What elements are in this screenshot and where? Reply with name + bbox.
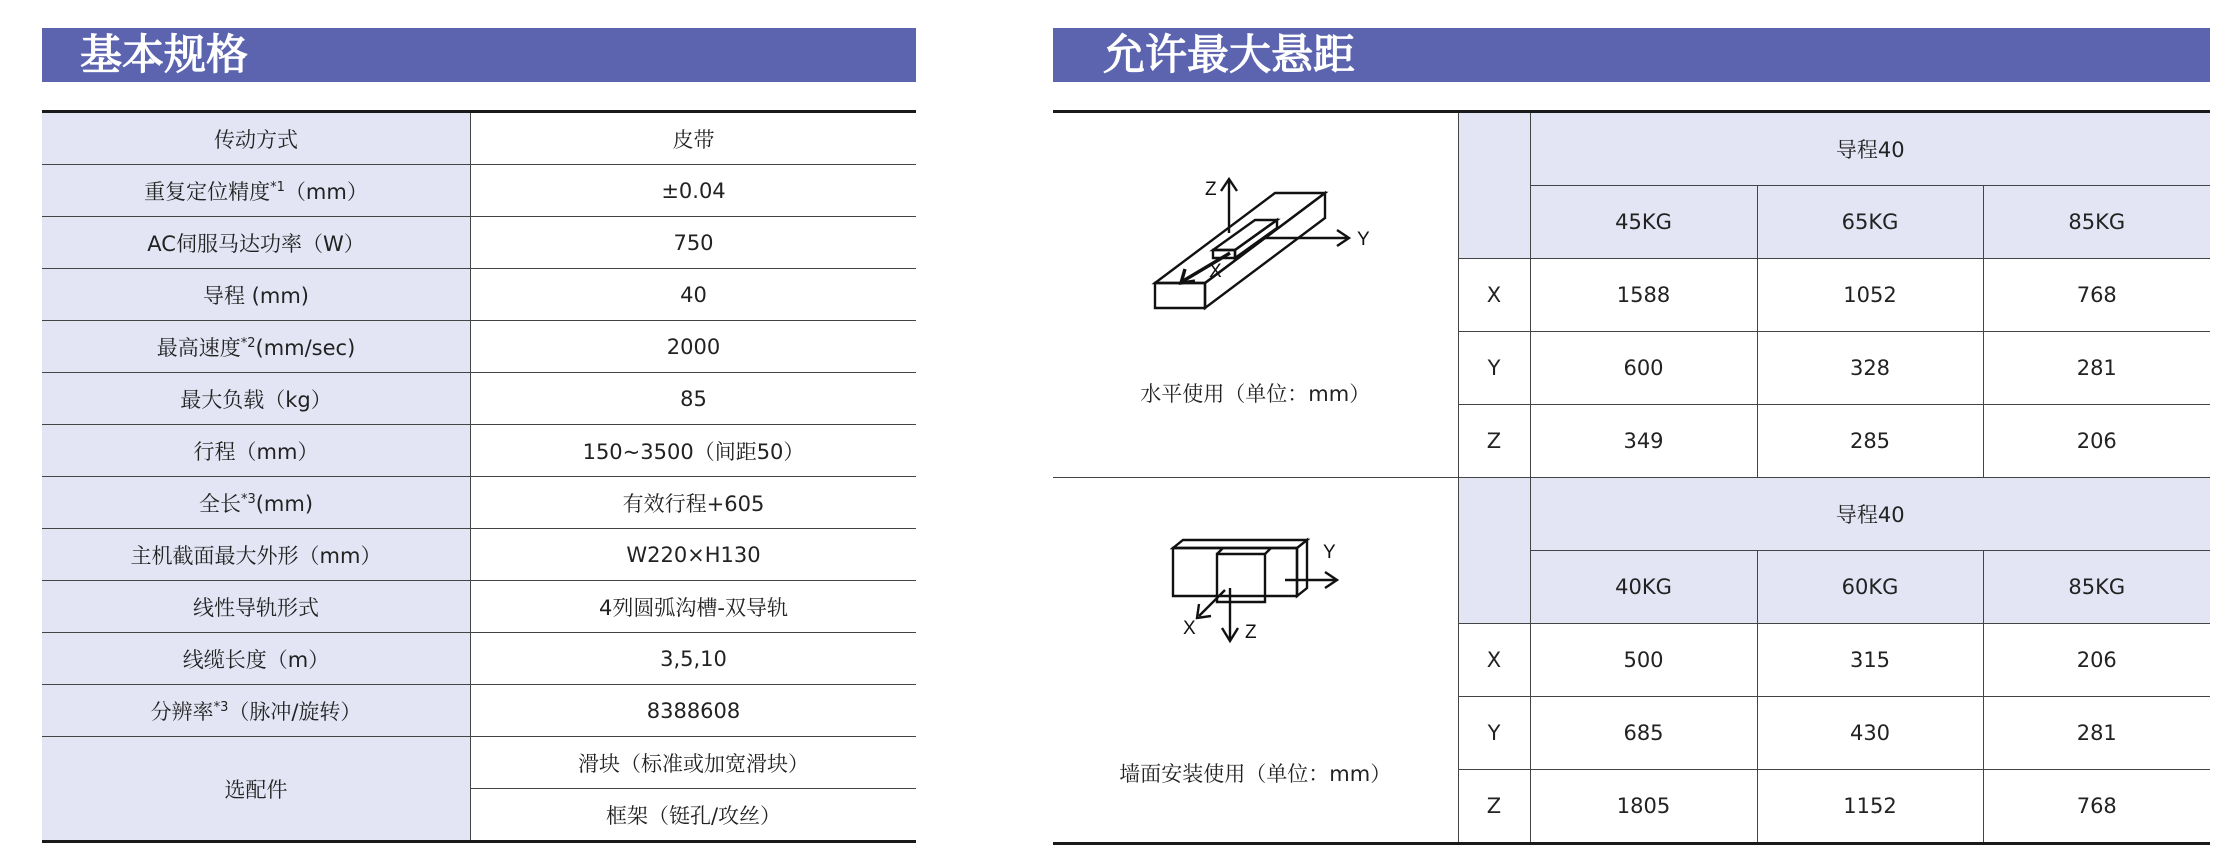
footnote-mark: *2 (240, 335, 256, 351)
overhang-value: 768 (1983, 770, 2210, 844)
options-label: 选配件 (42, 737, 471, 842)
spec-value: 4列圆弧沟槽-双导轨 (471, 581, 917, 633)
spec-label-text: 线性导轨形式 (193, 595, 319, 620)
axis-label-y: Y (1357, 229, 1370, 250)
spec-row-options (42, 737, 916, 789)
spec-row (42, 685, 916, 737)
overhang-value: 1805 (1530, 770, 1757, 844)
spec-value: 40 (471, 269, 917, 321)
spec-table (42, 110, 916, 843)
spec-label (42, 112, 471, 165)
spec-row (42, 217, 916, 269)
spec-label-text: 线缆长度（m） (182, 647, 330, 672)
overhang-value: 430 (1757, 697, 1983, 770)
spec-label-unit: （脉冲/旋转） (228, 699, 362, 724)
overhang-value: 1052 (1757, 259, 1983, 332)
footnote-mark: *3 (240, 491, 256, 507)
spec-value: ±0.04 (471, 165, 917, 217)
spec-label-text: 传动方式 (214, 127, 298, 152)
axis-label: Z (1458, 770, 1530, 844)
overhang-table (1053, 110, 2210, 845)
horizontal-mount-diagram (1125, 173, 1385, 353)
axis-label-x: X (1209, 261, 1222, 282)
spec-value: 有效行程+605 (471, 477, 917, 529)
spec-label-unit: (mm/sec) (255, 335, 356, 360)
mount-illustration-cell (1053, 478, 1458, 844)
overhang-value: 206 (1983, 405, 2210, 478)
spec-row (42, 373, 916, 425)
overhang-value: 285 (1757, 405, 1983, 478)
spec-title: 基本规格 (80, 30, 249, 79)
spec-row (42, 581, 916, 633)
spec-row (42, 269, 916, 321)
spec-label-text: AC伺服马达功率（W） (147, 231, 365, 256)
spec-label (42, 685, 471, 737)
spec-label-text: 最高速度 (156, 335, 241, 360)
spec-label (42, 373, 471, 425)
spec-label (42, 269, 471, 321)
load-header: 60KG (1757, 551, 1983, 624)
lead-header-row (1053, 478, 2210, 551)
overhang-value: 685 (1530, 697, 1757, 770)
overhang-value: 349 (1530, 405, 1757, 478)
axis-label-x: X (1183, 618, 1196, 639)
spec-row (42, 529, 916, 581)
mount-caption: 水平使用（单位：mm） (1140, 382, 1371, 406)
footnote-mark: *3 (213, 699, 229, 715)
spec-label (42, 581, 471, 633)
spec-label-text: 导程 (mm) (203, 283, 309, 308)
spec-label-text: 全长 (198, 491, 241, 516)
spec-row (42, 165, 916, 217)
spec-label (42, 217, 471, 269)
lead-header-row (1053, 112, 2210, 186)
spec-label (42, 425, 471, 477)
spec-label-unit: (mm) (255, 491, 314, 516)
axis-header-blank (1458, 478, 1530, 624)
spec-label-text: 分辨率 (150, 699, 214, 724)
axis-label: Z (1458, 405, 1530, 478)
spec-value: 皮带 (471, 112, 917, 165)
spec-row (42, 633, 916, 685)
overhang-value: 600 (1530, 332, 1757, 405)
spec-value: W220×H130 (471, 529, 917, 581)
spec-value: 8388608 (471, 685, 917, 737)
spec-label-unit: （mm） (284, 179, 368, 204)
overhang-value: 315 (1757, 624, 1983, 697)
spec-value: 750 (471, 217, 917, 269)
axis-label: X (1458, 259, 1530, 332)
spec-label-text: 行程（mm） (193, 439, 319, 464)
spec-value: 85 (471, 373, 917, 425)
spec-row (42, 425, 916, 477)
overhang-value: 281 (1983, 332, 2210, 405)
load-header: 85KG (1983, 186, 2210, 259)
overhang-value: 768 (1983, 259, 2210, 332)
options-value: 滑块（标准或加宽滑块） (471, 737, 917, 789)
overhang-value: 1588 (1530, 259, 1757, 332)
spec-value: 2000 (471, 321, 917, 373)
axis-label: X (1458, 624, 1530, 697)
load-header: 45KG (1530, 186, 1757, 259)
spec-label (42, 477, 471, 529)
spec-table-body (42, 112, 916, 842)
overhang-title-banner (1053, 28, 2210, 82)
spec-row (42, 112, 916, 165)
axis-label-z: Z (1205, 179, 1217, 200)
wall-mount-diagram (1125, 528, 1385, 698)
axis-label-y: Y (1323, 542, 1336, 563)
overhang-value: 328 (1757, 332, 1983, 405)
overhang-value: 206 (1983, 624, 2210, 697)
axis-label: Y (1458, 697, 1530, 770)
spec-label-text: 主机截面最大外形（mm） (130, 543, 382, 568)
lead-header: 导程40 (1530, 112, 2210, 186)
overhang-value: 281 (1983, 697, 2210, 770)
overhang-table-body (1053, 112, 2210, 844)
spec-label (42, 321, 471, 373)
mount-caption: 墙面安装使用（单位：mm） (1119, 762, 1392, 786)
axis-label: Y (1458, 332, 1530, 405)
spec-row (42, 321, 916, 373)
load-header: 65KG (1757, 186, 1983, 259)
spec-label (42, 529, 471, 581)
load-header: 40KG (1530, 551, 1757, 624)
spec-title-banner (42, 28, 916, 82)
mount-illustration-cell (1053, 112, 1458, 478)
spec-label (42, 165, 471, 217)
axis-header-blank (1458, 112, 1530, 259)
spec-value: 150~3500（间距50） (471, 425, 917, 477)
footnote-mark: *1 (270, 179, 285, 195)
overhang-title: 允许最大悬距 (1103, 30, 1356, 79)
spec-label-text: 重复定位精度 (144, 179, 271, 204)
overhang-value: 1152 (1757, 770, 1983, 844)
options-value: 框架（铤孔/攻丝） (471, 789, 917, 842)
lead-header: 导程40 (1530, 478, 2210, 551)
load-header: 85KG (1983, 551, 2210, 624)
spec-value: 3,5,10 (471, 633, 917, 685)
overhang-value: 500 (1530, 624, 1757, 697)
spec-row (42, 477, 916, 529)
axis-label-z: Z (1245, 622, 1257, 643)
spec-label (42, 633, 471, 685)
spec-label-text: 最大负载（kg） (180, 387, 332, 412)
